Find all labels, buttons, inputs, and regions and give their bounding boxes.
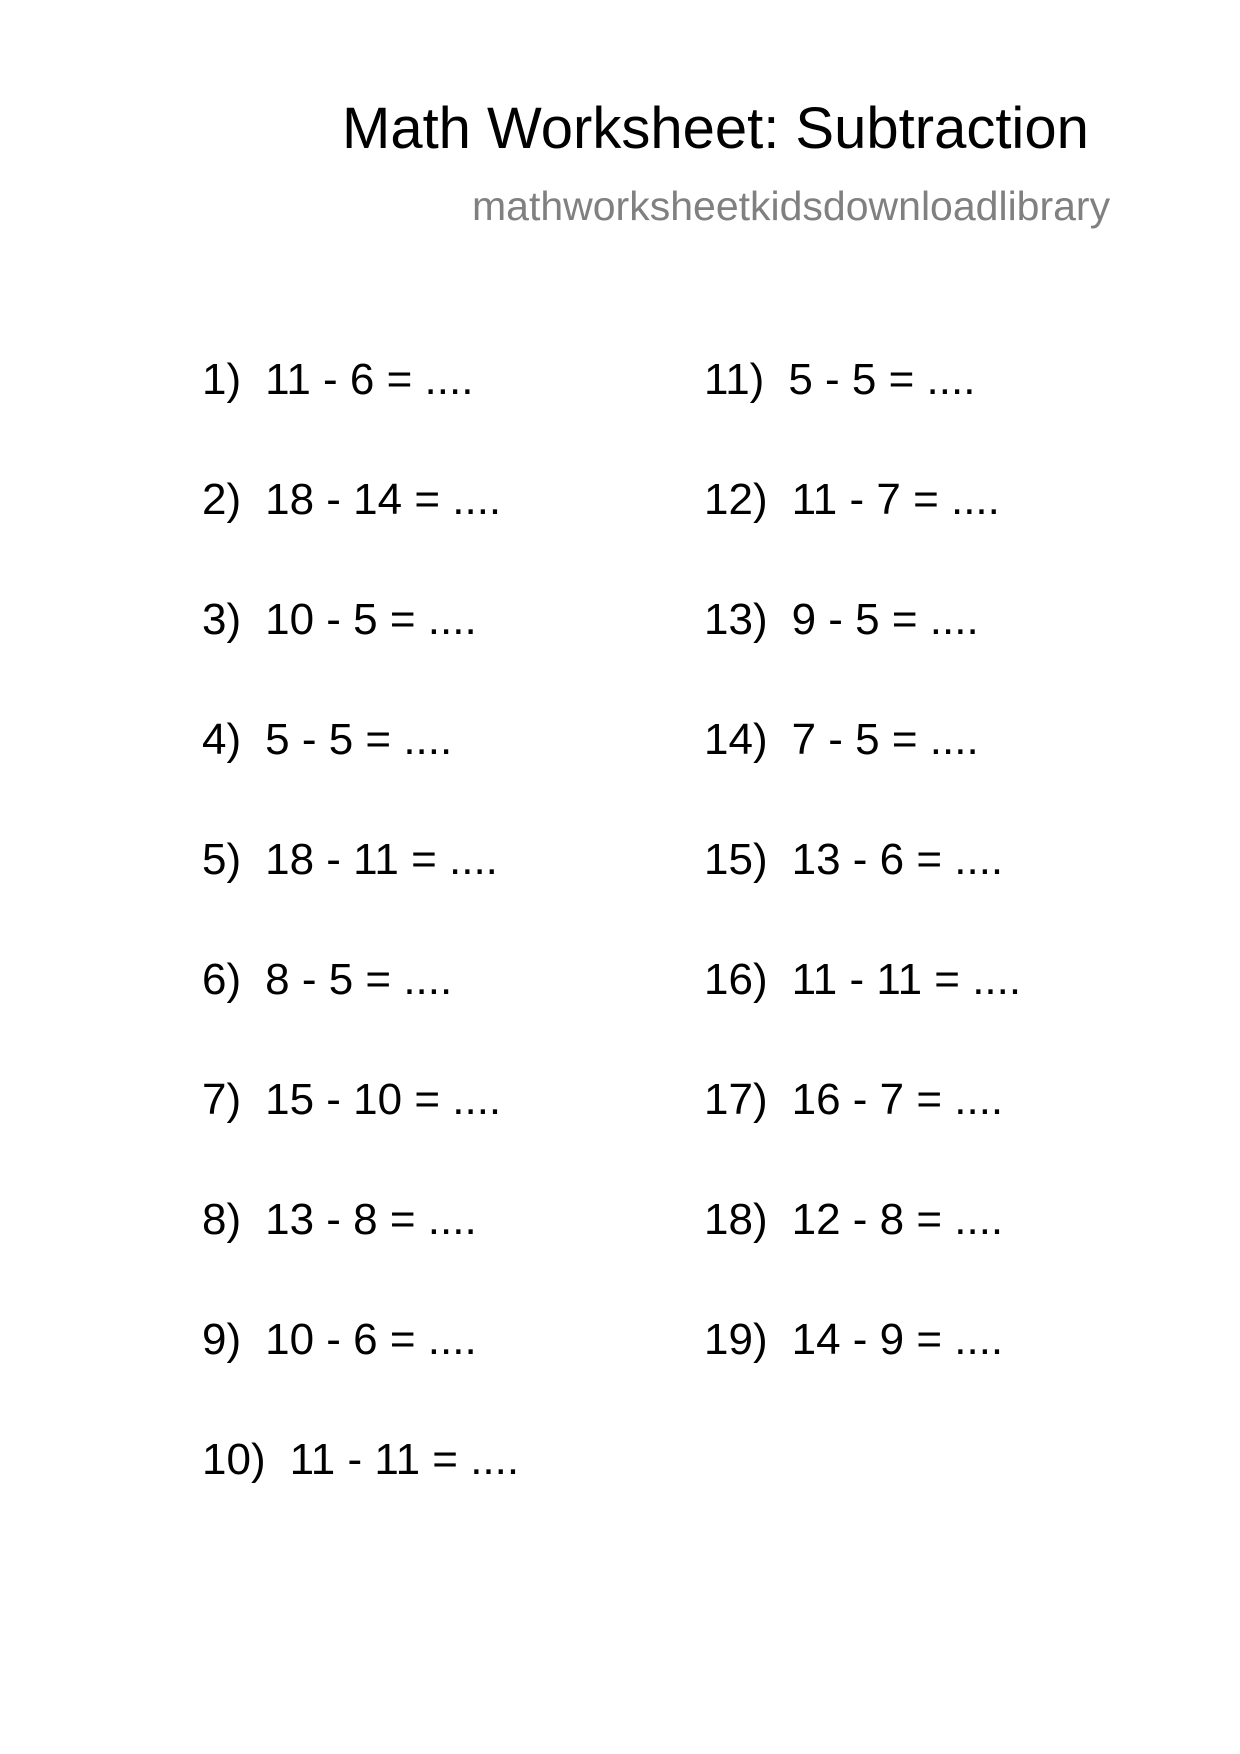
- problem-expression: 11 - 11 = ....: [791, 955, 1022, 1004]
- problem-expression: 5 - 5 = ....: [265, 715, 453, 764]
- problem-item: [202, 1075, 502, 1124]
- problem-item: [202, 1195, 477, 1244]
- page-subtitle: mathworksheetkidsdownloadlibrary: [472, 183, 1111, 229]
- problem-number: 8): [202, 1195, 242, 1244]
- problem-item: [704, 1195, 1004, 1244]
- problem-number: 10): [202, 1435, 266, 1484]
- problem-item: [202, 955, 453, 1004]
- problem-item: [704, 1075, 1004, 1124]
- problem-expression: 10 - 6 = ....: [265, 1315, 477, 1364]
- problem-number: 6): [202, 955, 242, 1004]
- problem-expression: 14 - 9 = ....: [791, 1315, 1004, 1364]
- problem-number: 14): [704, 715, 768, 764]
- problem-number: 3): [202, 595, 242, 644]
- problem-item: [202, 595, 477, 644]
- problem-item: [202, 1435, 520, 1484]
- problem-number: 12): [704, 475, 768, 524]
- problem-number: 18): [704, 1195, 768, 1244]
- problem-item: [202, 835, 498, 884]
- problem-item: [704, 835, 1004, 884]
- problem-expression: 11 - 6 = ....: [265, 355, 474, 404]
- problem-expression: 18 - 14 = ....: [265, 475, 502, 524]
- problem-number: 7): [202, 1075, 242, 1124]
- problem-expression: 5 - 5 = ....: [788, 355, 976, 404]
- problem-expression: 11 - 11 = ....: [289, 1435, 520, 1484]
- problem-number: 2): [202, 475, 242, 524]
- page-title: Math Worksheet: Subtraction: [342, 96, 1089, 161]
- problem-item: [704, 595, 979, 644]
- problem-expression: 12 - 8 = ....: [791, 1195, 1004, 1244]
- problem-item: [704, 955, 1022, 1004]
- problem-expression: 13 - 6 = ....: [791, 835, 1004, 884]
- problem-item: [202, 1315, 477, 1364]
- problem-number: 17): [704, 1075, 768, 1124]
- problem-expression: 8 - 5 = ....: [265, 955, 453, 1004]
- problem-expression: 15 - 10 = ....: [265, 1075, 502, 1124]
- problem-number: 13): [704, 595, 768, 644]
- problem-item: [704, 1315, 1004, 1364]
- problem-item: [202, 715, 453, 764]
- problem-expression: 9 - 5 = ....: [791, 595, 979, 644]
- problem-expression: 7 - 5 = ....: [791, 715, 979, 764]
- problem-number: 11): [704, 355, 765, 404]
- problem-expression: 16 - 7 = ....: [791, 1075, 1004, 1124]
- problem-number: 15): [704, 835, 768, 884]
- problem-number: 1): [202, 355, 242, 404]
- problem-expression: 11 - 7 = ....: [791, 475, 1000, 524]
- problem-item: [202, 355, 474, 404]
- problem-number: 5): [202, 835, 242, 884]
- problem-item: [704, 355, 976, 404]
- problem-item: [704, 475, 1000, 524]
- problem-expression: 10 - 5 = ....: [265, 595, 477, 644]
- problem-number: 16): [704, 955, 768, 1004]
- problem-number: 19): [704, 1315, 768, 1364]
- problem-expression: 13 - 8 = ....: [265, 1195, 477, 1244]
- problem-item: [202, 475, 502, 524]
- problem-number: 4): [202, 715, 242, 764]
- problem-expression: 18 - 11 = ....: [265, 835, 498, 884]
- problem-item: [704, 715, 979, 764]
- problem-number: 9): [202, 1315, 242, 1364]
